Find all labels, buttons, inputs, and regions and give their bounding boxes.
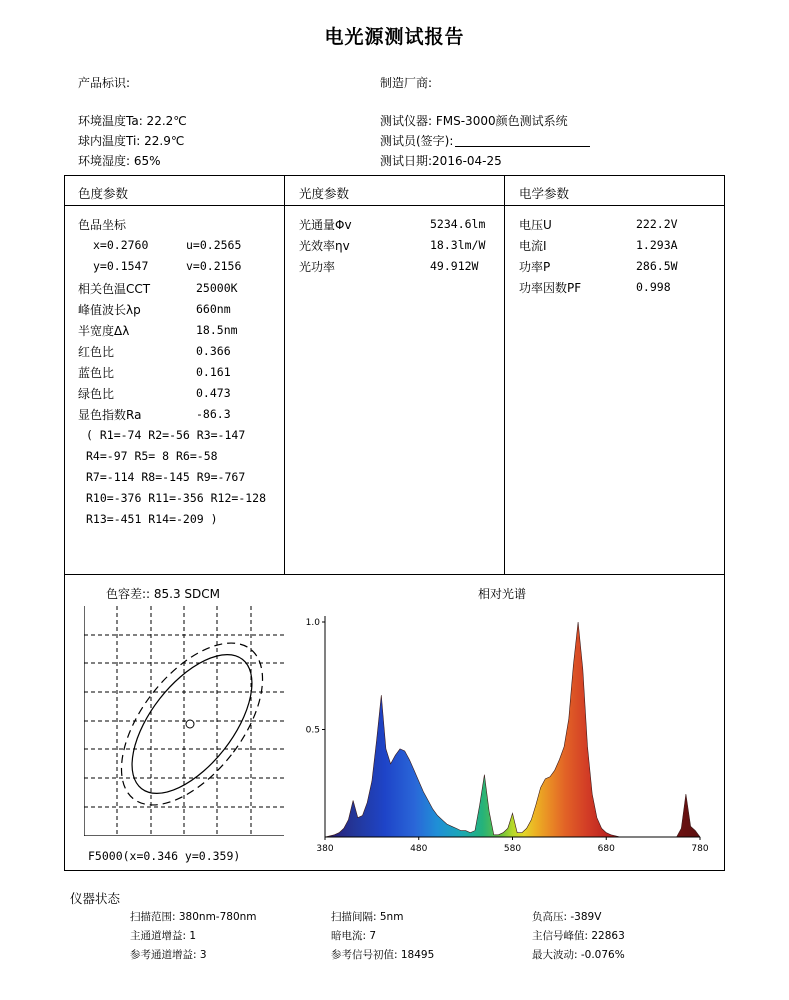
colorimetry-header: 色度参数 [78, 186, 129, 201]
sdcm-title: 色容差:: 85.3 SDCM [106, 587, 221, 601]
efficacy-label: 光效率ηv [299, 239, 350, 253]
spectrum-x-tick-label: 780 [691, 844, 709, 854]
instrument-status-header: 仪器状态 [70, 891, 121, 906]
sdcm-ellipse-diagram [84, 606, 284, 836]
spectrum-chart [290, 600, 720, 858]
sdcm-grid [84, 606, 284, 836]
green-ratio-label: 绿色比 [78, 387, 115, 401]
current-label: 电流I [519, 239, 547, 253]
spectrum-area [325, 622, 700, 837]
ri-line-3: R7=-114 R8=-145 R9=-767 [86, 470, 246, 484]
coord-x: x=0.2760 [93, 238, 149, 252]
red-ratio-value: 0.366 [196, 344, 231, 358]
luminous-flux-value: 5234.6lm [430, 217, 486, 231]
red-ratio-label: 红色比 [78, 345, 115, 359]
ri-line-1: ( R1=-74 R2=-56 R3=-147 [86, 428, 246, 442]
ri-line-5: R13=-451 R14=-209 ) [86, 512, 218, 526]
spectrum-y-tick-label: 1.0 [305, 618, 320, 628]
spectrum-title: 相对光谱 [478, 587, 527, 601]
spectrum-x-tick-label: 380 [316, 844, 334, 854]
ri-line-2: R4=-97 R5= 8 R6=-58 [86, 449, 218, 463]
ri-line-4: R10=-376 R11=-356 R12=-128 [86, 491, 267, 505]
peak-wavelength-label: 峰值波长λp [78, 303, 141, 317]
sdcm-reference: F5000(x=0.346 y=0.359) [88, 849, 241, 863]
env-temperature: 环境温度Ta: 22.2℃ [78, 114, 187, 128]
chromaticity-label: 色品坐标 [78, 218, 127, 232]
tester-signature [380, 132, 590, 149]
main-signal-peak: 主信号峰值: 22863 [532, 930, 625, 942]
max-fluctuation: 最大波动: -0.076% [532, 949, 625, 961]
ref-channel-gain: 参考通道增益: 3 [130, 949, 207, 961]
blue-ratio-label: 蓝色比 [78, 366, 115, 380]
spectrum-y-tick-label: 0.5 [305, 725, 320, 736]
cct-value: 25000K [196, 281, 238, 295]
test-instrument: 测试仪器: FMS-3000颜色测试系统 [380, 114, 568, 128]
voltage-value: 222.2V [636, 217, 678, 231]
current-value: 1.293A [636, 238, 678, 252]
peak-wavelength-value: 660nm [196, 302, 231, 316]
product-id-label: 产品标识: [78, 76, 131, 90]
voltage-label: 电压U [519, 218, 552, 232]
blue-ratio-value: 0.161 [196, 365, 231, 379]
electrical-header: 电学参数 [519, 186, 570, 201]
power-factor-label: 功率因数PF [519, 281, 582, 295]
ref-signal-initial: 参考信号初值: 18495 [331, 949, 435, 961]
reference-point [186, 720, 194, 728]
power-value: 286.5W [636, 259, 678, 273]
spectrum-x-tick-label: 480 [410, 844, 428, 854]
cct-label: 相关色温CCT [78, 282, 151, 296]
green-ratio-value: 0.473 [196, 386, 231, 400]
power-label: 功率P [519, 260, 551, 274]
luminous-flux-label: 光通量Φv [299, 218, 352, 232]
cri-value: -86.3 [196, 407, 231, 421]
fwhm-label: 半宽度Δλ [78, 324, 130, 338]
main-channel-gain: 主通道增益: 1 [130, 930, 197, 942]
test-date: 测试日期:2016-04-25 [380, 154, 502, 168]
scan-interval: 扫描间隔: 5nm [331, 911, 404, 923]
dark-current: 暗电流: 7 [331, 930, 377, 942]
negative-high-voltage: 负高压: -389V [532, 911, 602, 923]
coord-y: y=0.1547 [93, 259, 149, 273]
scan-range: 扫描范围: 380nm-780nm [130, 911, 257, 923]
coord-u: u=0.2565 [186, 238, 242, 252]
optical-power-value: 49.912W [430, 259, 479, 273]
sphere-temperature: 球内温度Ti: 22.9℃ [78, 134, 185, 148]
efficacy-value: 18.3lm/W [430, 238, 486, 252]
spectrum-x-tick-label: 680 [597, 844, 615, 854]
report-title: 电光源测试报告 [324, 26, 465, 48]
cri-label: 显色指数Ra [78, 408, 142, 422]
signature-line [455, 136, 590, 147]
fwhm-value: 18.5nm [196, 323, 238, 337]
tester-label: 测试员(签字): [380, 134, 454, 148]
photometry-header: 光度参数 [299, 186, 350, 201]
optical-power-label: 光功率 [299, 260, 336, 274]
env-humidity: 环境湿度: 65% [78, 154, 161, 168]
coord-v: v=0.2156 [186, 259, 242, 273]
manufacturer-label: 制造厂商: [380, 76, 433, 90]
power-factor-value: 0.998 [636, 280, 671, 294]
spectrum-x-tick-label: 580 [503, 844, 522, 854]
